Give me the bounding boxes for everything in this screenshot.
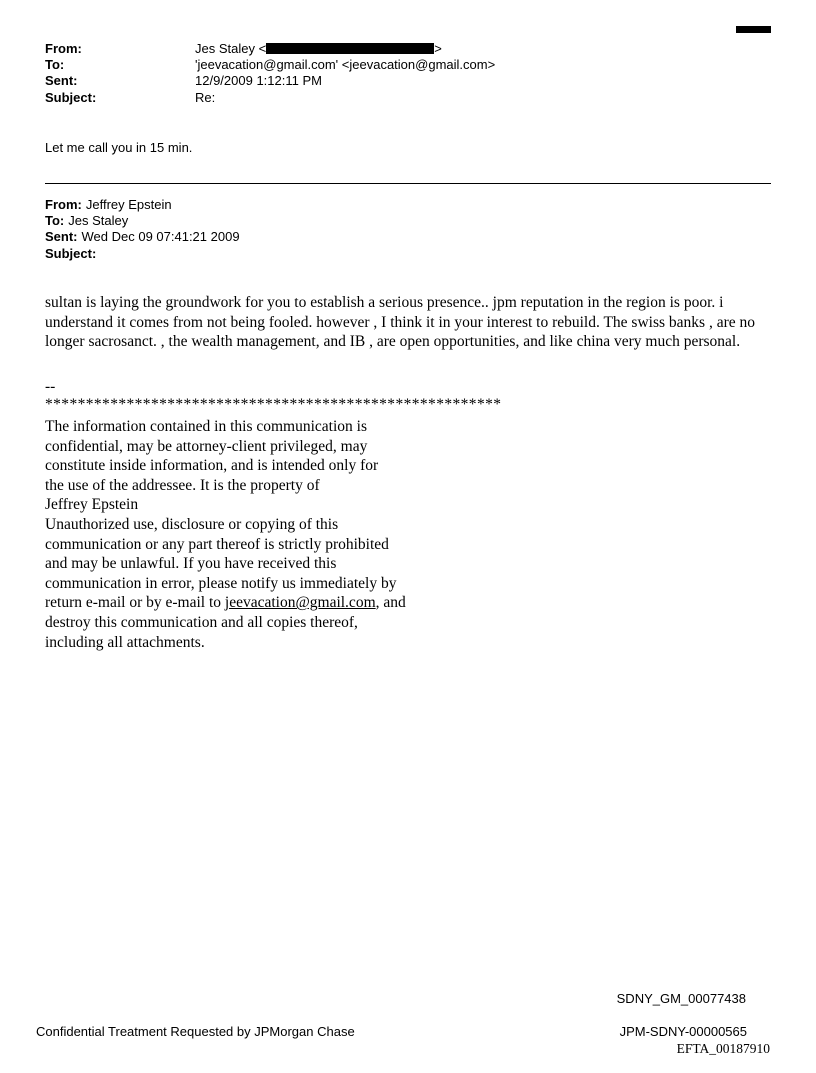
disclaimer-line: confidential, may be attorney-client privileged, may: [45, 437, 368, 455]
header-field-from: [45, 41, 495, 57]
disclaimer-line: and may be unlawful. If you have received this: [45, 555, 337, 573]
from-label: From:: [45, 197, 82, 212]
bates-number-sdny-gm: SDNY_GM_00077438: [616, 991, 746, 1006]
email1-header: [45, 41, 495, 106]
email1-body: Let me call you in 15 min.: [45, 140, 193, 155]
header-field-from: [45, 197, 240, 213]
header-field-sent: [45, 73, 495, 89]
sent-label: Sent:: [45, 229, 78, 245]
header-field-to: [45, 213, 240, 229]
disclaimer-line: Unauthorized use, disclosure or copying of this: [45, 515, 339, 533]
disclaimer-line: constitute inside information, and is intended only for: [45, 457, 379, 475]
disclaimer-text: [45, 417, 406, 652]
subject-value: Re:: [195, 89, 216, 105]
sent-value: 12/9/2009 1:12:11 PM: [195, 73, 322, 89]
bates-number-efta: EFTA_00187910: [676, 1041, 770, 1056]
sent-value: Wed Dec 09 07:41:21 2009: [81, 229, 240, 245]
disclaimer-line: the use of the addressee. It is the property of: [45, 476, 320, 494]
subject-label: Subject:: [45, 245, 97, 261]
disclaimer-line: Jeffrey Epstein: [45, 496, 139, 514]
email-divider-line: [45, 183, 771, 184]
email2-body: sultan is laying the groundwork for you to establish a serious presence.. jpm reputation in the region is poor. i understand it comes from not being fooled. however , I think it in your interest to rebuild. The swiss banks , are no longer sacrosanct. , the wealth management, and IB , are open opportunities, and like china very much personal.: [45, 294, 755, 350]
header-field-subject: [45, 90, 495, 106]
disclaimer-line: including all attachments.: [45, 633, 205, 651]
disclaimer-line: The information contained in this communication is: [45, 418, 367, 435]
sent-label: Sent:: [45, 73, 78, 89]
from-value: Jeffrey Epstein: [85, 197, 172, 212]
disclaimer-link-prefix: return e-mail or by e-mail to: [45, 594, 225, 612]
disclaimer-line: destroy this communication and all copies thereof,: [45, 613, 358, 631]
disclaimer-line: communication or any part thereof is strictly prohibited: [45, 535, 389, 553]
to-value: Jes Staley: [68, 213, 129, 229]
to-label: To:: [45, 57, 65, 73]
to-value: 'jeevacation@gmail.com' <jeevacation@gmail.com>: [195, 57, 496, 73]
from-value-prefix: Jes Staley <: [195, 41, 267, 56]
disclaimer-line: communication in error, please notify us immediately by: [45, 574, 397, 592]
header-field-subject: [45, 246, 240, 262]
from-value: [195, 41, 442, 57]
confidential-treatment-notice: Confidential Treatment Requested by JPMorgan Chase: [36, 1024, 355, 1039]
header-field-sent: [45, 229, 240, 245]
email2-header: [45, 197, 240, 262]
to-label: To:: [45, 213, 65, 229]
signature-dashes: --: [45, 378, 56, 395]
from-label: From:: [45, 41, 82, 56]
from-value-suffix: >: [434, 41, 442, 56]
asterisk-divider: ********************************************************: [45, 396, 502, 413]
email-address-link[interactable]: jeevacation@gmail.com: [224, 594, 376, 612]
header-field-to: [45, 57, 495, 73]
redaction-bar-sender-email: [266, 43, 434, 54]
disclaimer-link-suffix: , and: [375, 594, 406, 612]
disclaimer-line: [45, 593, 406, 613]
redaction-bar-top: [736, 26, 771, 33]
subject-label: Subject:: [45, 89, 97, 105]
bates-number-jpm-sdny: JPM-SDNY-00000565: [619, 1024, 747, 1039]
